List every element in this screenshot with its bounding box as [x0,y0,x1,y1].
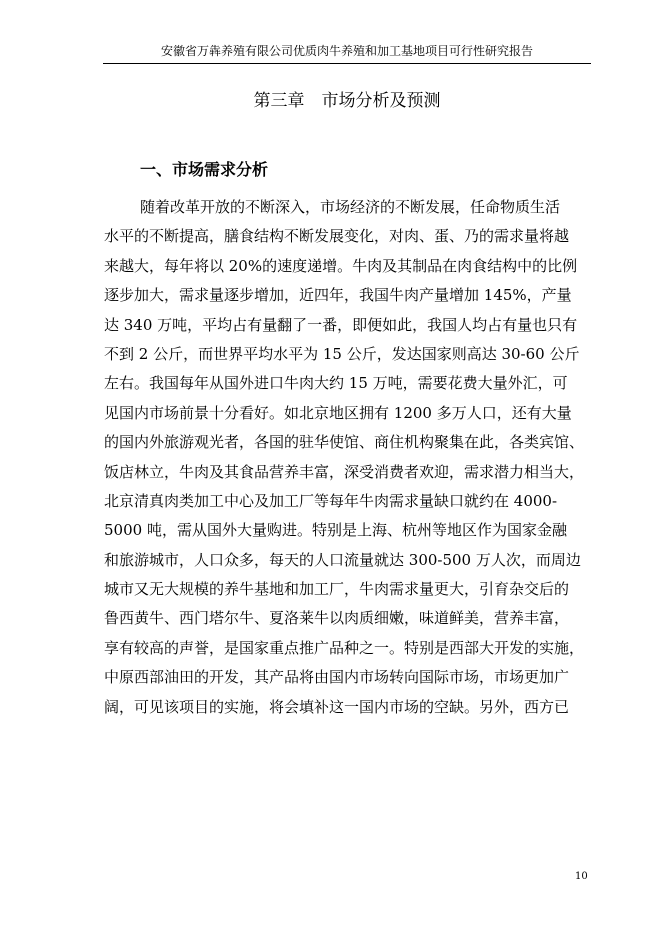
body-line: 见国内市场前景十分看好。如北京地区拥有 1200 多万人口，还有大量 [104,403,572,422]
running-header: 安徽省万犇养殖有限公司优质肉牛养殖和加工基地项目可行性研究报告 [160,44,533,58]
body-line: 达 340 万吨，平均占有量翻了一番，即便如此，我国人均占有量也只有 [104,315,578,334]
body-line: 城市又无大规模的养牛基地和加工厂，牛肉需求量更大，引育杂交后的 [104,580,570,599]
header-divider [103,63,591,64]
body-paragraph [104,193,594,722]
body-line: 阔，可见该项目的实施，将会填补这一国内市场的空缺。另外，西方已 [104,697,570,716]
body-line: 鲁西黄牛、西门塔尔牛、夏洛莱牛以肉质细嫩，味道鲜美，营养丰富， [104,609,570,628]
body-line: 中原西部油田的开发，其产品将由国内市场转向国际市场，市场更加广 [104,668,570,687]
body-line: 不到 2 公斤，而世界平均水平为 15 公斤，发达国家则高达 30-60 公斤 [104,344,580,363]
body-line: 享有较高的声誉，是国家重点推广品种之一。特别是西部大开发的实施， [104,638,585,657]
body-line: 左右。我国每年从国外进口牛肉大约 15 万吨，需要花费大量外汇，可 [104,374,568,393]
body-line: 逐步加大，需求量逐步增加，近四年，我国牛肉产量增加 145%，产量 [104,286,572,305]
body-line: 和旅游城市，人口众多，每天的人口流量就达 300-500 万人次，而周边 [104,550,581,569]
body-line: 水平的不断提高，膳食结构不断发展变化，对肉、蛋、乃的需求量将越 [104,227,570,246]
page-number: 10 [575,871,588,882]
section-heading: 一、市场需求分析 [140,160,269,179]
body-line: 5000 吨，需从国外大量购进。特别是上海、杭州等地区作为国家金融 [104,521,567,540]
body-line: 来越大，每年将以 20%的速度递增。牛肉及其制品在肉食结构中的比例 [104,256,578,275]
body-line: 随着改革开放的不断深入，市场经济的不断发展，任命物质生活 [140,198,561,216]
body-line: 的国内外旅游观光者，各国的驻华使馆、商住机构聚集在此，各类宾馆、 [104,433,585,452]
body-line: 北京清真肉类加工中心及加工厂等每年牛肉需求量缺口就约在 4000- [104,491,558,510]
body-line: 饭店林立，牛肉及其食品营养丰富，深受消费者欢迎，需求潜力相当大， [104,462,585,481]
chapter-title: 第三章 市场分析及预测 [253,91,441,111]
